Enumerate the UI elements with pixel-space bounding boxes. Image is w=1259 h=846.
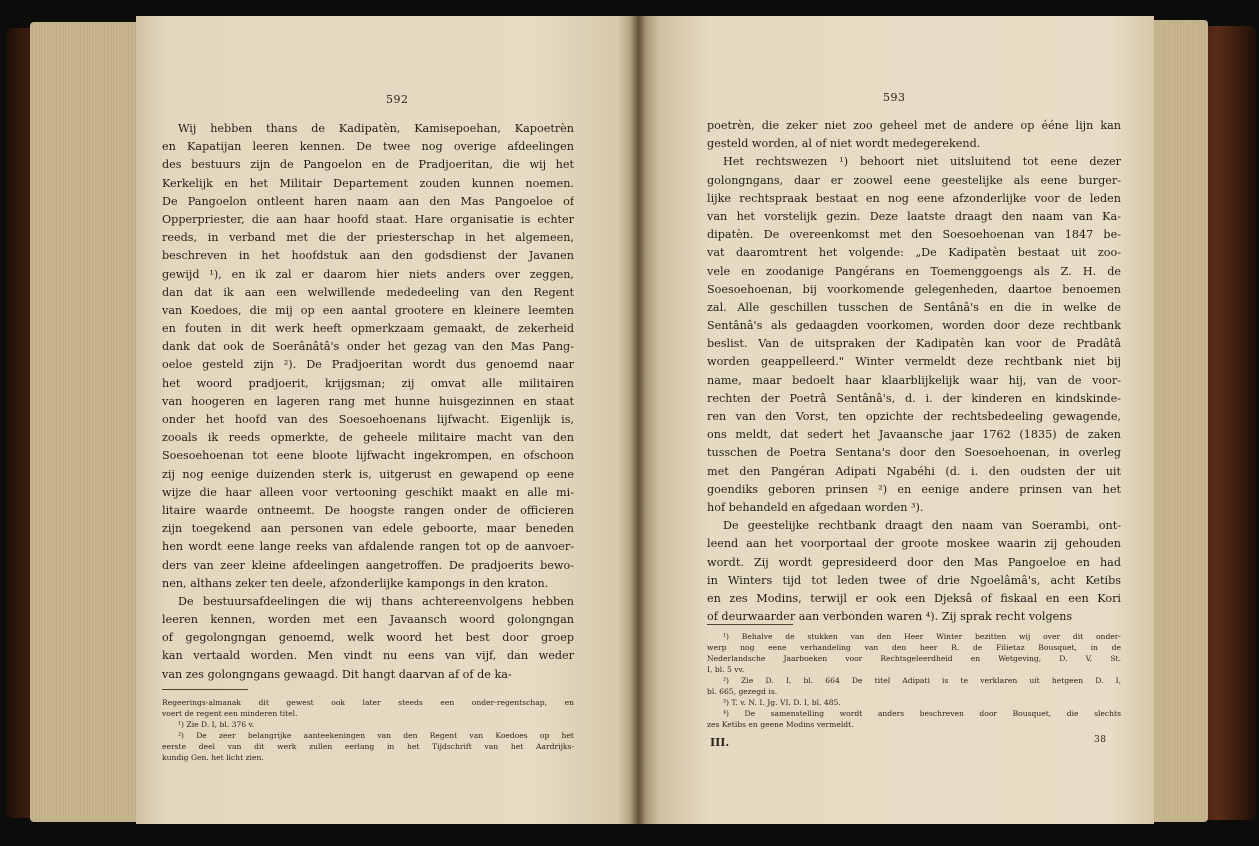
text-line: Kerkelijk en het Militair Departement zouden kunnen noemen. <box>162 176 574 190</box>
text-line: hof behandeld en afgedaan worden ³). <box>707 500 924 514</box>
text-line: De bestuursafdeelingen die wij thans achtereenvolgens hebben <box>178 594 574 608</box>
book-gutter <box>630 16 646 824</box>
left-page-edges <box>30 22 142 822</box>
text-line: des bestuurs zijn de Pangoelon en de Pradjoeritan, die wij het <box>162 158 574 172</box>
text-line: dan dat ik aan een welwillende mededeeling van den Regent <box>162 285 574 299</box>
text-line: het woord pradjoerit, krijgsman; zij omvat alle militairen <box>162 376 574 390</box>
text-line: zij nog eenige duizenden sterk is, uitgerust en gewapend op eene <box>162 467 574 481</box>
left-page-number: 592 <box>386 93 409 106</box>
text-line: golongngans, daar er zoowel eene geestelijke als eene burger- <box>707 173 1121 187</box>
right-footnotes <box>707 631 1121 730</box>
text-line: vat daaromtrent het volgende: „De Kadipatèn bestaat uit zoo- <box>707 246 1121 260</box>
text-line: beschreven in het hoofdstuk aan den godsdienst der Javanen <box>162 249 574 263</box>
text-line: Soesoehoenan, bij voorkomende gelegenheden, daartoe benoemen <box>707 282 1121 296</box>
footnote-line: ⁴) De samenstelling wordt anders beschreven door Bousquet, die slechts <box>723 709 1121 718</box>
text-line: De geestelijke rechtbank draagt den naam van Soerambi, ont- <box>723 519 1121 533</box>
footnote-line: zes Ketibs en geene Modins vermeldt. <box>707 720 854 729</box>
text-line: gewijd ¹), en ik zal er daarom hier niets anders over zeggen, <box>162 267 574 281</box>
text-line: zooals ik reeds opmerkte, de geheele militaire macht van den <box>162 431 574 445</box>
text-line: wijze die haar alleen voor vertooning geschikt maakt en alle mi- <box>162 485 574 499</box>
text-line: beslist. Van de uitspraken der Kadipatèn kan voor de Pradâtâ <box>707 337 1121 351</box>
right-footnote-rule <box>707 624 793 625</box>
left-footnote-rule <box>162 689 248 690</box>
text-line: De Pangoelon ontleent haren naam aan den Mas Pangoeloe of <box>162 194 574 208</box>
text-line: ren van den Vorst, ten opzichte der rechtsbedeeling gewagende, <box>707 410 1121 423</box>
footnote-line: ²) Zie D. I, bl. 664 De titel Adipati is te verklaren uit hetgeen D. I, <box>723 676 1121 685</box>
text-line: Wij hebben thans de Kadipatèn, Kamisepoehan, Kapoetrèn <box>178 122 574 135</box>
text-line: ders van zeer kleine afdeelingen aangetroffen. De pradjoerits bewo- <box>162 558 574 572</box>
text-line: en Kapatijan leeren kennen. De twee nog overige afdeelingen <box>162 140 574 154</box>
text-line: Soesoehoenan tot eene bloote lijfwacht ingekrompen, en ofschoon <box>162 449 574 463</box>
text-line: worden geappelleerd." Winter vermeldt deze rechtbank niet bij <box>707 355 1121 369</box>
text-line: hen wordt eene lange reeks van afdalende rangen tot op de aanvoer- <box>162 540 574 554</box>
text-line: van zes golongngans gewaagd. Dit hangt daarvan af of de ka- <box>162 667 512 681</box>
text-line: reeds, in verband met die der priesterschap in het algemeen, <box>162 231 574 245</box>
text-line: Het rechtswezen ¹) behoort niet uitsluitend tot eene dezer <box>723 155 1121 169</box>
text-line: oeloe gesteld zijn ²). De Pradjoeritan wordt dus genoemd naar <box>162 358 574 372</box>
text-line: of gegolongngan genoemd, welk woord het best door groep <box>162 631 574 645</box>
text-line: Sentânâ's als gedaagden voorkomen, worden door deze rechtbank <box>707 319 1121 333</box>
text-line: dipatèn. De overeenkomst met den Soesoehoenan van 1847 be- <box>707 228 1121 242</box>
right-page-number: 593 <box>883 91 906 104</box>
footnote-line: voert de regent een minderen titel. <box>162 709 298 718</box>
footnote-line: werp nog eene verhandeling van den heer R. de Filietaz Bousquet, in de <box>707 643 1121 652</box>
text-line: lijke rechtspraak bestaat en nog eene afzonderlijke voor de leden <box>707 191 1121 205</box>
text-line: zijn toegekend aan personen van edele geboorte, maar beneden <box>162 522 574 536</box>
footnote-line: Regeerings-almanak dit gewest ook later steeds een onder-regentschap, en <box>162 698 574 707</box>
footnote-line: Nederlandsche Jaarboeken voor Rechtsgeleerdheid en Wetgeving, D. V, St. <box>707 654 1121 663</box>
text-line: van Koedoes, die mij op een aantal grootere en kleinere leemten <box>162 303 574 317</box>
text-line: en fouten in dit werk heeft opmerkzaam gemaakt, de zekerheid <box>162 322 574 336</box>
text-line: tusschen de Poetra Sentana's door den Soesoehoenan, in overleg <box>707 446 1121 460</box>
text-line: ons meldt, dat sedert het Javaansche jaar 1762 (1835) de zaken <box>707 428 1121 442</box>
footnote-line: eerste deel van dit werk zullen eerlang in het Tijdschrift van het Aardrijks- <box>162 742 574 751</box>
sheet-number: 38 <box>1094 735 1107 745</box>
footnote-line: ¹) Zie D. I, bl. 376 v. <box>178 720 255 729</box>
text-line: met den Pangéran Adipati Ngabéhi (d. i. den oudsten der uit <box>707 464 1121 478</box>
text-line: van hoogeren en lageren rang met hunne huisgezinnen en staat <box>162 394 574 408</box>
text-line: litaire waarde ontneemt. De hoogste rangen onder de officieren <box>162 503 574 517</box>
text-line: onder het hoofd van des Soesoehoenans lijfwacht. Eigenlijk is, <box>162 413 574 426</box>
text-line: rechten der Poetrâ Sentânâ's, d. i. der kinderen en kindskinde- <box>707 391 1121 405</box>
text-line: gesteld worden, al of niet wordt medegerekend. <box>707 137 981 151</box>
footnote-line: I, bl. 5 vv. <box>707 665 745 674</box>
text-line: poetrèn, die zeker niet zoo geheel met de andere op ééne lijn kan <box>707 119 1121 132</box>
left-body-text <box>162 120 574 684</box>
text-line: wordt. Zij wordt gepresideerd door den Mas Pangoeloe en had <box>707 555 1121 569</box>
text-line: vele en zoodanige Pangérans en Toemenggoengs als Z. H. de <box>707 264 1121 278</box>
signature-mark: III. <box>710 736 730 749</box>
right-page-edges <box>1148 20 1208 822</box>
text-line: of deurwaarder aan verbonden waren ⁴). Zij sprak recht volgens <box>707 610 1073 624</box>
footnote-line: ³) T. v. N. I. Jg. VI, D. I, bl. 485. <box>723 698 841 707</box>
footnote-line: ²) De zeer belangrijke aanteekeningen van den Regent van Koedoes op het <box>178 731 574 740</box>
text-line: nen, althans zeker ten deele, afzonderlijke kampongs in den kraton. <box>162 576 549 590</box>
footnote-line: bl. 665, gezegd is. <box>707 687 778 696</box>
right-body-text <box>707 117 1121 626</box>
text-line: goendiks geboren prinsen ²) en eenige andere prinsen van het <box>707 482 1121 496</box>
text-line: kan vertaald worden. Men vindt nu eens van vijf, dan weder <box>162 649 574 663</box>
text-line: name, maar bedoelt haar klaarblijkelijk waar hij, van de voor- <box>707 373 1121 387</box>
text-line: van het vorstelijk gezin. Deze laatste draagt den naam van Ka- <box>707 209 1121 223</box>
text-line: leend aan het voorportaal der groote moskee waarin zij gehouden <box>707 537 1121 551</box>
text-line: en zes Modins, terwijl er ook een Djeksâ of fiskaal en een Kori <box>707 591 1121 605</box>
left-footnotes <box>162 697 574 763</box>
text-line: in Winters tijd tot leden twee of drie Ngoelâmâ's, acht Ketibs <box>707 573 1121 587</box>
text-line: Opperpriester, die aan haar hoofd staat. Hare organisatie is echter <box>162 212 574 226</box>
text-line: leeren kennen, worden met een Javaansch woord golongngan <box>162 613 574 627</box>
text-line: zal. Alle geschillen tusschen de Sentânâ's en die in welke de <box>707 300 1121 314</box>
text-line: dank dat ook de Soerânâtâ's onder het gezag van den Mas Pang- <box>162 340 574 354</box>
footnote-line: kundig Gen. het licht zien. <box>162 753 264 762</box>
footnote-line: ¹) Behalve de stukken van den Heer Winter bezitten wij over dit onder- <box>723 632 1121 641</box>
